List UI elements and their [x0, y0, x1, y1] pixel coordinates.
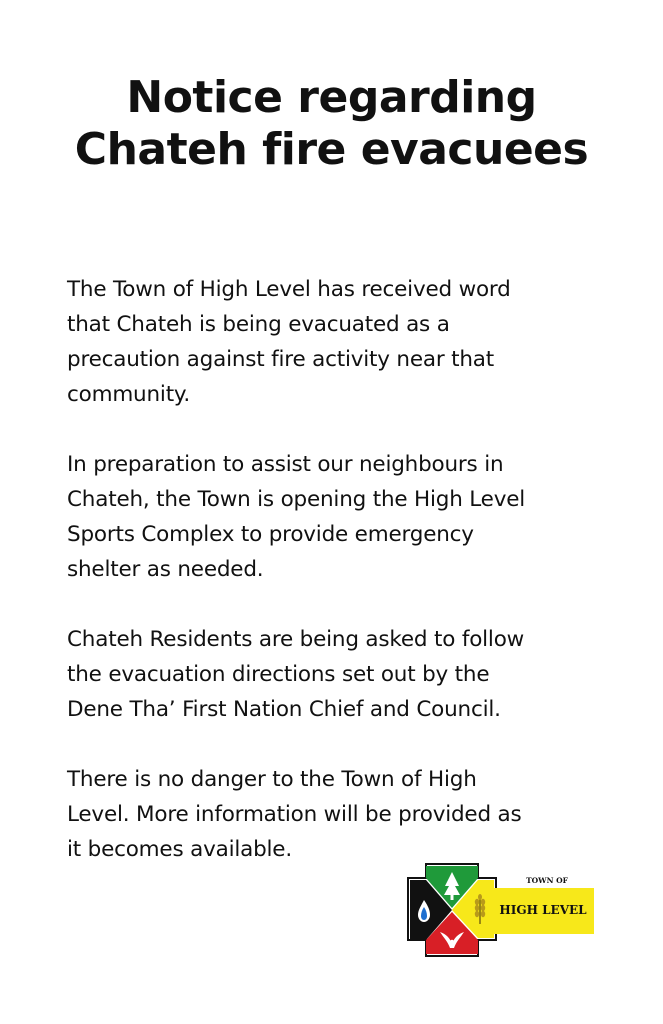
text-line: precaution against fire activity near that	[67, 347, 494, 372]
title-line: Notice regarding	[126, 72, 537, 123]
text-line: Level. More information will be provided as	[67, 802, 522, 827]
logo-name: HIGH LEVEL	[499, 903, 587, 917]
notice-body	[67, 272, 637, 902]
notice-title	[0, 72, 663, 176]
paragraph-shelter	[67, 447, 637, 587]
paragraph-word-received	[67, 272, 637, 412]
town-logo	[404, 862, 600, 958]
text-line: In preparation to assist our neighbours in	[67, 452, 504, 477]
text-line: The Town of High Level has received word	[67, 277, 511, 302]
logo-emblem	[404, 862, 500, 958]
text-line: the evacuation directions set out by the	[67, 662, 490, 687]
paragraph-directions	[67, 622, 637, 727]
paragraph-no-danger	[67, 762, 637, 867]
text-line: Chateh, the Town is opening the High Level	[67, 487, 526, 512]
text-line: Dene Tha’ First Nation Chief and Council.	[67, 697, 501, 722]
title-line: Chateh fire evacuees	[74, 124, 589, 175]
text-line: that Chateh is being evacuated as a	[67, 312, 450, 337]
text-line: There is no danger to the Town of High	[67, 767, 477, 792]
text-line: Sports Complex to provide emergency	[67, 522, 474, 547]
text-line: community.	[67, 382, 191, 407]
text-line: shelter as needed.	[67, 557, 264, 582]
text-line: Chateh Residents are being asked to follow	[67, 627, 525, 652]
logo-town-of: TOWN OF	[526, 876, 568, 885]
text-line: it becomes available.	[67, 837, 292, 862]
